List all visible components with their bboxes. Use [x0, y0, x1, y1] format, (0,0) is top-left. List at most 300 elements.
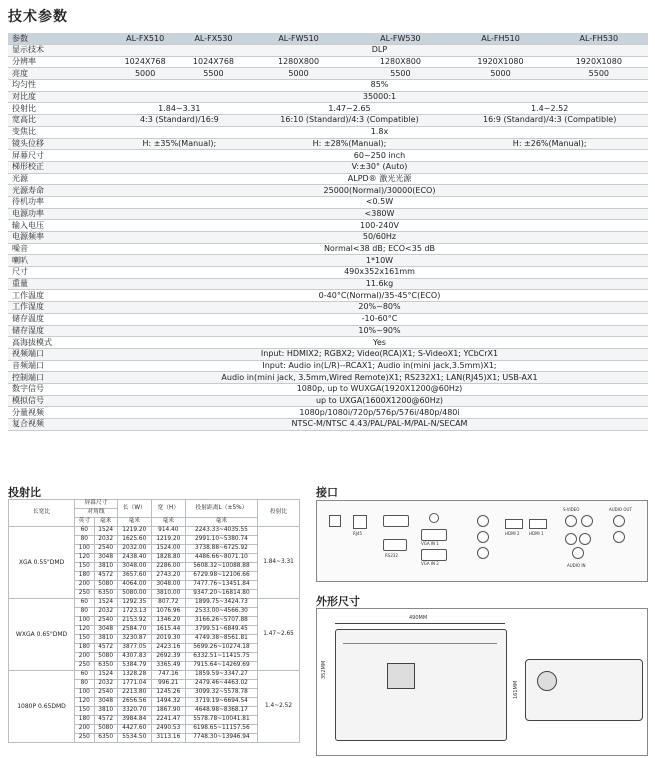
- proj-cell: 100: [75, 617, 95, 626]
- spec-value: 16:10 (Standard)/4:3 (Compatible): [248, 115, 452, 127]
- proj-cell: 914.40: [151, 527, 185, 536]
- proj-cell: 3738.88~6725.92: [185, 545, 257, 554]
- spec-value: Yes: [111, 337, 648, 349]
- hdmi-1-port-icon: [529, 519, 547, 529]
- spec-row: [8, 360, 648, 372]
- rj45-port-icon: [353, 515, 367, 529]
- proj-cell: 3166.26~5707.88: [185, 617, 257, 626]
- audio-in-label: AUDIO IN: [567, 563, 586, 568]
- spec-value: 10%~90%: [111, 325, 648, 337]
- spec-value: 50/60Hz: [111, 232, 648, 244]
- ports-panel: [316, 500, 648, 582]
- proj-cell: 120: [75, 554, 95, 563]
- spec-row: [8, 80, 648, 92]
- spec-label: 分量视频: [8, 407, 111, 419]
- control-panel-icon: [387, 663, 415, 689]
- spec-value: 490x352x161mm: [111, 267, 648, 279]
- proj-cell: 1899.75~3424.73: [185, 599, 257, 608]
- spec-label: 电源频率: [8, 232, 111, 244]
- proj-cell: 3657.60: [117, 572, 151, 581]
- spec-value: 1.4~2.52: [451, 103, 648, 115]
- spec-value: 5000: [248, 68, 350, 80]
- spec-row: [8, 45, 648, 57]
- proj-cell: 5699.26~10274.18: [185, 644, 257, 653]
- audio-jack-icon: [429, 513, 439, 523]
- proj-cell: 3320.70: [117, 707, 151, 716]
- spec-value: 1.8x: [111, 126, 648, 138]
- proj-cell: 1524: [94, 671, 117, 680]
- proj-cell: 1859.59~3347.27: [185, 671, 257, 680]
- spec-row: [8, 383, 648, 395]
- spec-row: [8, 161, 648, 173]
- proj-cell: 4572: [94, 572, 117, 581]
- spec-value: 1080p, up to WUXGA(1920X1200@60Hz): [111, 383, 648, 395]
- rs232-label: RS232: [385, 553, 398, 558]
- spec-label: 尺寸: [8, 267, 111, 279]
- proj-cell: 1828.80: [151, 554, 185, 563]
- spec-row: [8, 419, 648, 431]
- spec-row: [8, 173, 648, 185]
- spec-value: 5500: [349, 68, 451, 80]
- proj-cell: 7915.64~14269.69: [185, 662, 257, 671]
- proj-cell: 60: [75, 599, 95, 608]
- proj-cell: 60: [75, 527, 95, 536]
- proj-cell: 80: [75, 680, 95, 689]
- dimensions-panel: [316, 608, 648, 756]
- top-view-inner-line: [343, 643, 497, 644]
- page-title: 技术参数: [8, 9, 68, 25]
- spec-row: [8, 255, 648, 267]
- proj-cell: 2241.47: [151, 716, 185, 725]
- proj-cell: 6332.51~11415.75: [185, 653, 257, 662]
- proj-cell: 4749.38~8561.81: [185, 635, 257, 644]
- proj-cell: 4486.66~8071.10: [185, 554, 257, 563]
- proj-cell: 2743.20: [151, 572, 185, 581]
- proj-cell: 2438.40: [117, 554, 151, 563]
- proj-cell: 1076.96: [151, 608, 185, 617]
- spec-label: 变焦比: [8, 126, 111, 138]
- component-pb-port-icon: [579, 533, 591, 545]
- proj-ratio: 1.47~2.65: [258, 599, 300, 671]
- spec-row: [8, 56, 648, 68]
- spec-label: 分辨率: [8, 56, 111, 68]
- proj-cell: 5384.79: [117, 662, 151, 671]
- proj-cell: 1245.26: [151, 689, 185, 698]
- proj-cell: 180: [75, 644, 95, 653]
- spec-value: 1.84~3.31: [111, 103, 248, 115]
- spec-value: Audio in(mini jack, 3.5mm,Wired Remote)X1; RS232X1; LAN(RJ45)X1; USB-AX1: [111, 372, 648, 384]
- proj-ratio: 1.84~3.31: [258, 527, 300, 599]
- proj-cell: 2584.70: [117, 626, 151, 635]
- spec-label: 镜头位移: [8, 138, 111, 150]
- spec-label: 模拟信号: [8, 395, 111, 407]
- spec-value: <0.5W: [111, 196, 648, 208]
- spec-row: [8, 150, 648, 162]
- proj-cell: 5608.32~10088.88: [185, 563, 257, 572]
- spec-row: [8, 395, 648, 407]
- proj-cell: 2032.00: [117, 545, 151, 554]
- proj-cell: 1494.32: [151, 698, 185, 707]
- proj-cell: 200: [75, 725, 95, 734]
- proj-ratio: 1.4~2.52: [258, 671, 300, 743]
- spec-row: [8, 220, 648, 232]
- proj-cell: 150: [75, 707, 95, 716]
- proj-cell: 2540: [94, 617, 117, 626]
- proj-header: 投射比: [258, 500, 300, 527]
- spec-row: [8, 196, 648, 208]
- proj-cell: 2032: [94, 608, 117, 617]
- proj-cell: 3810: [94, 635, 117, 644]
- vga-in-2-port-icon: [421, 529, 447, 541]
- spec-row: [8, 337, 648, 349]
- proj-header: 长宽比: [9, 500, 75, 527]
- spec-row: [8, 348, 648, 360]
- proj-cell: 150: [75, 563, 95, 572]
- spec-value: 11.6kg: [111, 278, 648, 290]
- spec-label: 噪音: [8, 243, 111, 255]
- spec-value: 1920X1080: [451, 56, 549, 68]
- spec-value: 0-40°C(Normal)/35-45°C(ECO): [111, 290, 648, 302]
- s-video-label: S-VIDEO: [563, 507, 580, 512]
- spec-value: 60~250 inch: [111, 150, 648, 162]
- spec-label: 储存湿度: [8, 325, 111, 337]
- dimension-width-label: 490MM: [409, 615, 428, 621]
- proj-cell: 2032: [94, 536, 117, 545]
- rca-video-icon: [477, 515, 489, 527]
- projector-top-view: [335, 629, 507, 741]
- vga-in-1-label: VGA IN 1: [421, 541, 439, 546]
- proj-header: 毫米: [185, 518, 257, 527]
- proj-cell: 120: [75, 626, 95, 635]
- proj-cell: 3799.51~6849.45: [185, 626, 257, 635]
- proj-cell: 120: [75, 698, 95, 707]
- spec-label: 控制端口: [8, 372, 111, 384]
- proj-cell: 1625.60: [117, 536, 151, 545]
- spec-value: 5500: [550, 68, 648, 80]
- spec-value: AL-FX510: [111, 33, 179, 45]
- spec-label: 对比度: [8, 91, 111, 103]
- proj-cell: 5080: [94, 725, 117, 734]
- spec-row: [8, 372, 648, 384]
- proj-header: 投射距离L（±5%）: [185, 500, 257, 518]
- projection-title: 投射比: [8, 486, 41, 499]
- spec-value: H: ±28%(Manual);: [248, 138, 452, 150]
- spec-label: 工作湿度: [8, 302, 111, 314]
- proj-cell: 1346.20: [151, 617, 185, 626]
- spec-label: 光源: [8, 173, 111, 185]
- spec-value: 5000: [451, 68, 549, 80]
- spec-value: 1920X1080: [550, 56, 648, 68]
- s-video-port-icon: [565, 515, 577, 527]
- proj-group-name: 1080P 0.65DMD: [9, 671, 75, 743]
- proj-cell: 180: [75, 572, 95, 581]
- proj-header: 毫米: [151, 518, 185, 527]
- spec-value: 35000:1: [111, 91, 648, 103]
- proj-cell: 1771.04: [117, 680, 151, 689]
- proj-cell: 100: [75, 689, 95, 698]
- table-row: [9, 599, 300, 608]
- proj-cell: 2032: [94, 680, 117, 689]
- proj-group-name: WXGA 0.65"DMD: [9, 599, 75, 671]
- spec-value: AL-FH530: [550, 33, 648, 45]
- spec-label: 投射比: [8, 103, 111, 115]
- spec-label: 音频端口: [8, 360, 111, 372]
- proj-cell: 4572: [94, 716, 117, 725]
- projection-table: [8, 499, 300, 743]
- proj-header: 宽（H）: [151, 500, 185, 518]
- proj-header: 长（W）: [117, 500, 151, 518]
- hdmi-1-label: HDMI 1: [529, 531, 544, 536]
- spec-row: [8, 103, 648, 115]
- proj-cell: 3048.00: [117, 563, 151, 572]
- spec-label: 重量: [8, 278, 111, 290]
- proj-cell: 250: [75, 662, 95, 671]
- spec-row: [8, 33, 648, 45]
- spec-value: -10-60°C: [111, 313, 648, 325]
- spec-value: 5500: [179, 68, 247, 80]
- proj-cell: 3877.05: [117, 644, 151, 653]
- proj-cell: 6350: [94, 662, 117, 671]
- component-pr-port-icon: [572, 547, 584, 559]
- spec-value: H: ±26%(Manual);: [451, 138, 648, 150]
- proj-cell: 4572: [94, 644, 117, 653]
- usb-port-icon: [329, 515, 341, 527]
- proj-cell: 5080.00: [117, 590, 151, 599]
- vga-in-2-label: VGA IN 2: [421, 561, 439, 566]
- spec-label: 亮度: [8, 68, 111, 80]
- spec-value: 16:9 (Standard)/4:3 (Compatible): [451, 115, 648, 127]
- spec-label: 显示技术: [8, 45, 111, 57]
- proj-cell: 3810: [94, 563, 117, 572]
- spec-value: V:±30° (Auto): [111, 161, 648, 173]
- spec-value: NTSC-M/NTSC 4.43/PAL/PAL-M/PAL-N/SECAM: [111, 419, 648, 431]
- proj-cell: 2991.10~5380.74: [185, 536, 257, 545]
- spec-label: 视频端口: [8, 348, 111, 360]
- proj-cell: 3048: [94, 626, 117, 635]
- proj-cell: 807.72: [151, 599, 185, 608]
- spec-label: 高海拔模式: [8, 337, 111, 349]
- proj-cell: 3048: [94, 554, 117, 563]
- proj-cell: 3984.84: [117, 716, 151, 725]
- proj-group-name: XGA 0.55"DMD: [9, 527, 75, 599]
- spec-value: AL-FH510: [451, 33, 549, 45]
- spec-row: [8, 267, 648, 279]
- component-y-port-icon: [565, 533, 577, 545]
- proj-cell: 5080: [94, 581, 117, 590]
- proj-cell: 2423.16: [151, 644, 185, 653]
- proj-cell: 4427.60: [117, 725, 151, 734]
- spec-value: AL-FX530: [179, 33, 247, 45]
- proj-cell: 6350: [94, 590, 117, 599]
- spec-label: 均匀性: [8, 80, 111, 92]
- spec-label: 储存温度: [8, 313, 111, 325]
- spec-value: AL-FW510: [248, 33, 350, 45]
- dimension-depth-label: 352MM: [321, 660, 327, 679]
- proj-cell: 2213.80: [117, 689, 151, 698]
- vga-in-1-port-icon: [383, 515, 409, 527]
- spec-row: [8, 138, 648, 150]
- audio-out-port-2-icon: [613, 531, 625, 543]
- hdmi-2-port-icon: [505, 519, 523, 529]
- spec-label: 输入电压: [8, 220, 111, 232]
- spec-value: Input: HDMIX2; RGBX2; Video(RCA)X1; S-VideoX1; YCbCrX1: [111, 348, 648, 360]
- spec-label: 数字信号: [8, 383, 111, 395]
- proj-cell: 1328.28: [117, 671, 151, 680]
- spec-value: 1080p/1080i/720p/576p/576i/480p/480i: [111, 407, 648, 419]
- proj-cell: 7477.76~13451.84: [185, 581, 257, 590]
- proj-cell: 996.21: [151, 680, 185, 689]
- spec-value: H: ±35%(Manual);: [111, 138, 248, 150]
- vga-out-port-icon: [421, 549, 447, 561]
- proj-cell: 100: [75, 545, 95, 554]
- proj-cell: 5578.78~10041.81: [185, 716, 257, 725]
- spec-label: 喇叭: [8, 255, 111, 267]
- spec-label: 参数: [8, 33, 111, 45]
- spec-label: 工作温度: [8, 290, 111, 302]
- spec-row: [8, 302, 648, 314]
- proj-cell: 150: [75, 635, 95, 644]
- proj-cell: 2490.53: [151, 725, 185, 734]
- hdmi-2-label: HDMI 2: [505, 531, 520, 536]
- proj-cell: 2479.46~4463.02: [185, 680, 257, 689]
- proj-cell: 1292.35: [117, 599, 151, 608]
- proj-cell: 1867.90: [151, 707, 185, 716]
- proj-header: 毫米: [117, 518, 151, 527]
- proj-cell: 4064.00: [117, 581, 151, 590]
- proj-cell: 5080: [94, 653, 117, 662]
- spec-row: [8, 407, 648, 419]
- ports-title: 接口: [316, 486, 338, 499]
- proj-cell: 3048.00: [151, 581, 185, 590]
- proj-cell: 2656.56: [117, 698, 151, 707]
- spec-value: ALPD® 激光光源: [111, 173, 648, 185]
- proj-cell: 4307.83: [117, 653, 151, 662]
- spec-value: 20%~80%: [111, 302, 648, 314]
- spec-value: 5000: [111, 68, 179, 80]
- spec-value: 1280X800: [248, 56, 350, 68]
- proj-cell: 1723.13: [117, 608, 151, 617]
- proj-cell: 2533.00~4566.30: [185, 608, 257, 617]
- proj-cell: 7748.30~13946.94: [185, 734, 257, 743]
- proj-cell: 2286.00: [151, 563, 185, 572]
- spec-table: [8, 33, 648, 431]
- dimension-height-label: 161MM: [513, 680, 519, 699]
- spec-value: up to UXGA(1600X1200@60Hz): [111, 395, 648, 407]
- spec-row: [8, 68, 648, 80]
- spec-value: Input: Audio in(L/R)--RCAX1; Audio in(mini jack,3.5mm)X1;: [111, 360, 648, 372]
- spec-value: 4:3 (Standard)/16:9: [111, 115, 248, 127]
- spec-label: 屏幕尺寸: [8, 150, 111, 162]
- table-row: [9, 671, 300, 680]
- proj-cell: 3113.16: [151, 734, 185, 743]
- spec-value: 1280X800: [349, 56, 451, 68]
- rj45-label: RJ45: [353, 531, 363, 536]
- spec-value: 1024X768: [179, 56, 247, 68]
- proj-cell: 747.16: [151, 671, 185, 680]
- spec-label: 梯形校正: [8, 161, 111, 173]
- proj-cell: 2153.92: [117, 617, 151, 626]
- dimensions-title: 外形尺寸: [316, 595, 360, 608]
- audio-out-label: AUDIO OUT: [609, 507, 632, 512]
- proj-cell: 2692.39: [151, 653, 185, 662]
- proj-cell: 2019.30: [151, 635, 185, 644]
- spec-value: DLP: [111, 45, 648, 57]
- spec-value: 1*10W: [111, 255, 648, 267]
- proj-cell: 180: [75, 716, 95, 725]
- proj-cell: 200: [75, 581, 95, 590]
- spec-label: 光源寿命: [8, 185, 111, 197]
- spec-row: [8, 243, 648, 255]
- proj-cell: 1219.20: [151, 536, 185, 545]
- proj-cell: 2243.33~4035.55: [185, 527, 257, 536]
- table-row: [9, 527, 300, 536]
- proj-header: 毫米: [94, 518, 117, 527]
- spec-value: AL-FW530: [349, 33, 451, 45]
- audio-out-port-icon: [613, 515, 625, 527]
- proj-cell: 1524: [94, 527, 117, 536]
- proj-cell: 1524: [94, 599, 117, 608]
- proj-cell: 250: [75, 734, 95, 743]
- proj-cell: 200: [75, 653, 95, 662]
- lens-icon: [537, 671, 557, 691]
- proj-cell: 1615.44: [151, 626, 185, 635]
- proj-cell: 80: [75, 608, 95, 617]
- proj-cell: 5534.50: [117, 734, 151, 743]
- spec-label: 电源功率: [8, 208, 111, 220]
- spec-value: 100-240V: [111, 220, 648, 232]
- proj-cell: 1219.20: [117, 527, 151, 536]
- spec-row: [8, 115, 648, 127]
- spec-row: [8, 232, 648, 244]
- spec-row: [8, 313, 648, 325]
- proj-cell: 3048: [94, 698, 117, 707]
- spec-value: <380W: [111, 208, 648, 220]
- spec-row: [8, 278, 648, 290]
- proj-cell: 3719.19~6694.54: [185, 698, 257, 707]
- spec-value: 85%: [111, 80, 648, 92]
- proj-cell: 80: [75, 536, 95, 545]
- spec-row: [8, 126, 648, 138]
- proj-cell: 2540: [94, 545, 117, 554]
- width-dimension-line: [335, 623, 505, 624]
- proj-header: 对角线: [75, 509, 118, 518]
- proj-cell: 1524.00: [151, 545, 185, 554]
- proj-cell: 250: [75, 590, 95, 599]
- proj-cell: 6350: [94, 734, 117, 743]
- rs232-port-icon: [383, 539, 407, 551]
- proj-cell: 9347.20~16814.80: [185, 590, 257, 599]
- proj-header: 屏幕尺寸: [75, 500, 118, 509]
- spec-label: 待机功率: [8, 196, 111, 208]
- spec-value: 1024X768: [111, 56, 179, 68]
- spec-value: 25000(Normal)/30000(ECO): [111, 185, 648, 197]
- spec-row: [8, 185, 648, 197]
- proj-cell: 60: [75, 671, 95, 680]
- proj-cell: 3230.87: [117, 635, 151, 644]
- spec-row: [8, 91, 648, 103]
- spec-label: 宽高比: [8, 115, 111, 127]
- rca-audio-r-icon: [477, 547, 489, 559]
- rca-audio-l-icon: [477, 531, 489, 543]
- proj-cell: 6198.65~11157.56: [185, 725, 257, 734]
- proj-header-row: [9, 500, 300, 509]
- proj-cell: 4648.98~8368.17: [185, 707, 257, 716]
- spec-label: 复合视频: [8, 419, 111, 431]
- spec-value: Normal<38 dB; ECO<35 dB: [111, 243, 648, 255]
- proj-cell: 3810.00: [151, 590, 185, 599]
- proj-cell: 3099.32~5578.78: [185, 689, 257, 698]
- proj-cell: 6729.98~12106.66: [185, 572, 257, 581]
